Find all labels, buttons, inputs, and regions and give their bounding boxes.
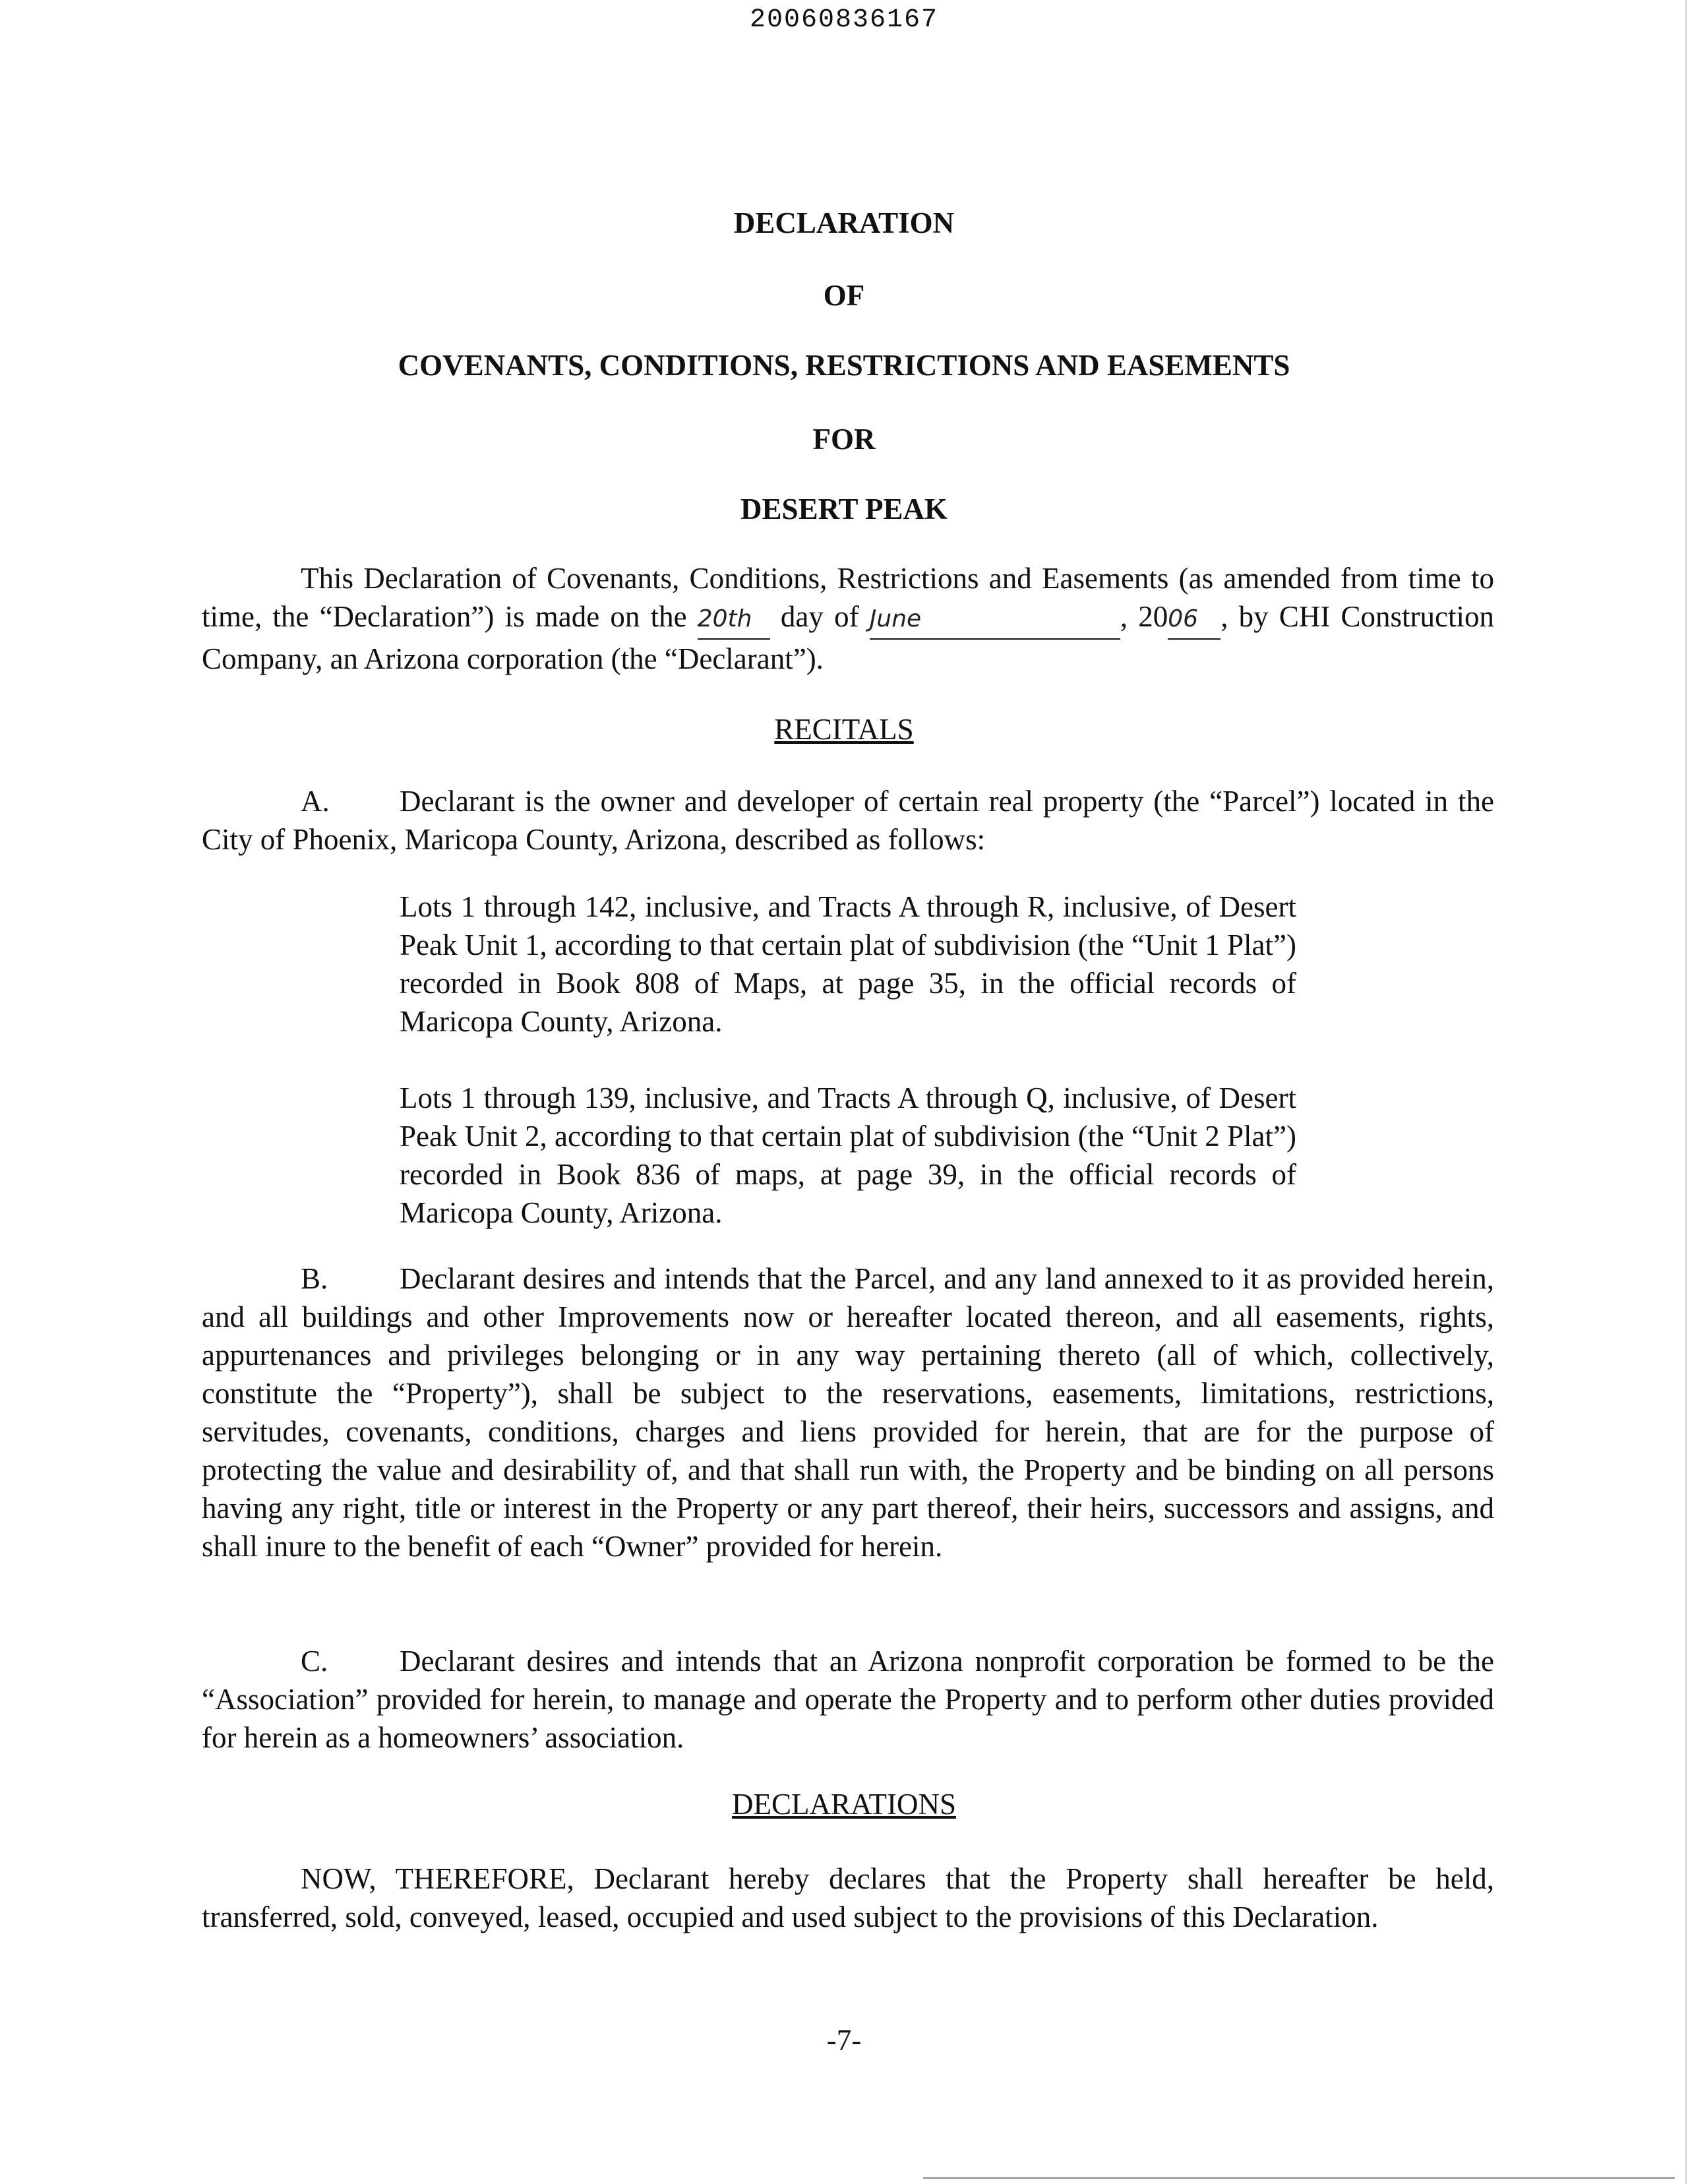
intro-text-2: day of bbox=[769, 600, 870, 633]
title-covenants: COVENANTS, CONDITIONS, RESTRICTIONS AND EASEMENTS bbox=[398, 349, 1290, 382]
recital-c-text: Declarant desires and intends that an Arizona nonprofit corporation be formed to be the “Association” provided for herein, to manage and operate the Property and to perform other duties provided for herein as a homeowners’ association. bbox=[202, 1645, 1494, 1754]
month-blank bbox=[870, 597, 1120, 640]
intro-paragraph bbox=[202, 559, 1494, 678]
scan-edge-line bbox=[1685, 0, 1687, 2184]
title-desert-peak: DESERT PEAK bbox=[740, 493, 948, 526]
title-of: OF bbox=[823, 279, 865, 312]
intro-text-3: , 20 bbox=[1120, 600, 1168, 633]
title-for: FOR bbox=[812, 423, 876, 456]
declarations-heading: DECLARATIONS bbox=[731, 1788, 956, 1821]
page-number: -7- bbox=[826, 2024, 862, 2057]
intro-text-1: This Declaration of Covenants, Conditions, Restrictions and Easements (as amended from time to time, the “Declaration”) is made on the bbox=[202, 562, 1494, 633]
month-handwritten: June bbox=[869, 605, 922, 632]
year-handwritten: 06 bbox=[1168, 605, 1199, 632]
day-handwritten: 20th bbox=[697, 605, 752, 632]
recital-a-text: Declarant is the owner and developer of certain real property (the “Parcel”) located in the City of Phoenix, Maricopa County, Arizona, described as follows: bbox=[202, 785, 1494, 856]
recitals-heading: RECITALS bbox=[774, 713, 914, 746]
legal-description-unit-2: Lots 1 through 139, inclusive, and Tracts A through Q, inclusive, of Desert Peak Unit 2, according to that certain plat of subdivision (the “Unit 2 Plat”) recorded in Book 836 of maps, at page 39, in the official records of Maricopa County, Arizona. bbox=[400, 1081, 1296, 1229]
recording-number: 20060836167 bbox=[749, 5, 939, 35]
day-blank bbox=[698, 597, 770, 640]
year-blank bbox=[1168, 597, 1221, 640]
recital-b-text: Declarant desires and intends that the Parcel, and any land annexed to it as provided herein, and all buildings and other Improvements now or hereafter located thereon, and all easements, rights, appurtenances and privileges belonging or in any way pertaining thereto (all of which, collectively, constitute the “Property”), shall be subject to the reservations, easements, limitations, restrictions, servitudes, covenants, conditions, charges and liens provided for herein, that are for the purpose of protecting the value and desirability of, and that shall run with, the Property and be binding on all persons having any right, title or interest in the Property or any part thereof, their heirs, successors and assigns, and shall inure to the benefit of each “Owner” provided for herein. bbox=[202, 1262, 1494, 1563]
recital-b-label: B. bbox=[301, 1262, 328, 1295]
recital-a-label: A. bbox=[301, 785, 330, 818]
recital-b bbox=[202, 1259, 1494, 1565]
scan-bottom-rule bbox=[923, 2177, 1675, 2179]
intro-text-4: , by CHI Construction Company, an Arizona corporation (the “Declarant”). bbox=[202, 600, 1494, 675]
declarations-paragraph: NOW, THEREFORE, Declarant hereby declares that the Property shall hereafter be held, transferred, sold, conveyed, leased, occupied and used subject to the provisions of this Declaration. bbox=[202, 1862, 1494, 1933]
recital-c-label: C. bbox=[301, 1645, 328, 1678]
legal-description-unit-1: Lots 1 through 142, inclusive, and Tracts A through R, inclusive, of Desert Peak Unit 1, according to that certain plat of subdivision (the “Unit 1 Plat”) recorded in Book 808 of Maps, at page 35, in the official records of Maricopa County, Arizona. bbox=[400, 890, 1296, 1038]
title-declaration: DECLARATION bbox=[733, 206, 955, 239]
recital-c bbox=[202, 1642, 1494, 1757]
recital-a bbox=[202, 782, 1494, 859]
